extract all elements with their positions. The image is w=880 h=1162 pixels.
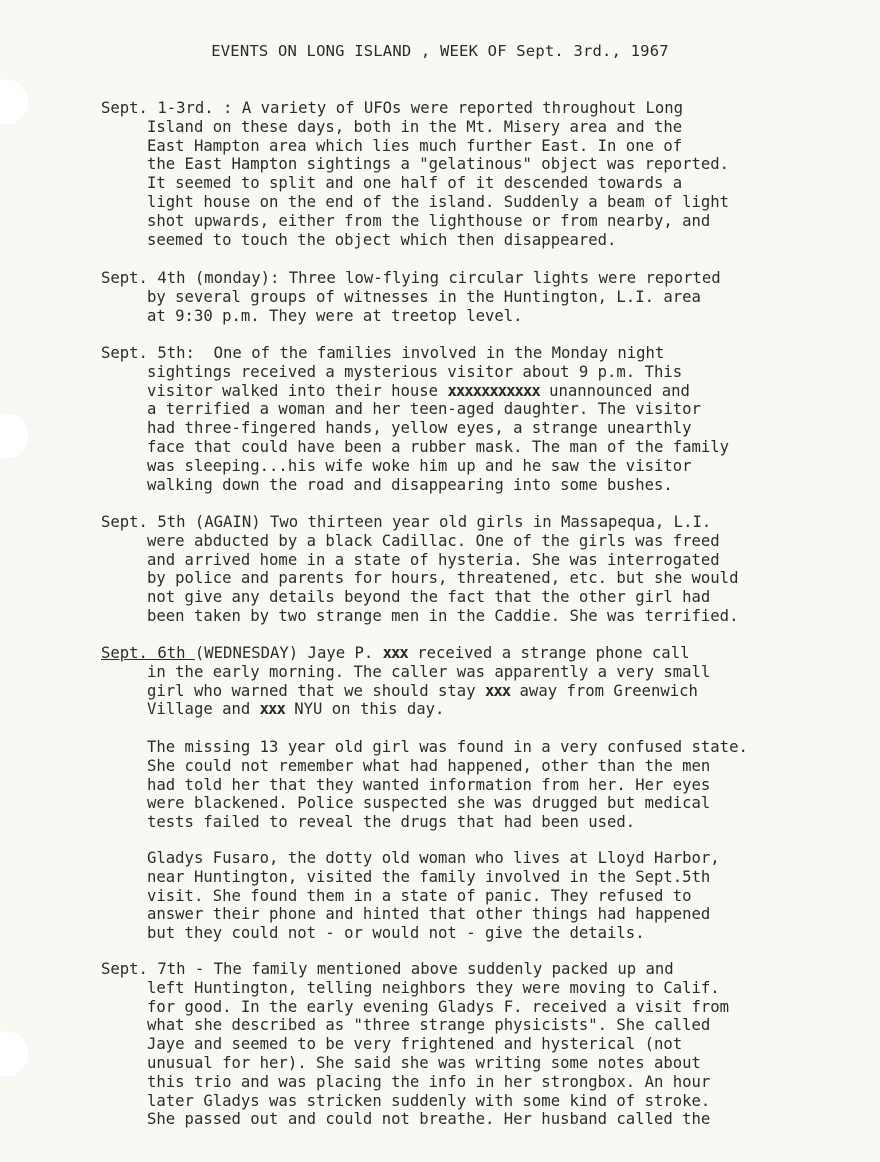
text-segment: Village and: [147, 700, 260, 719]
text-segment: girl who warned that we should stay: [147, 681, 485, 700]
text-line: Sept. 7th - The family mentioned above suddenly packed up and: [101, 960, 674, 978]
text-line: Sept. 5th: One of the families involved in the Monday night: [101, 344, 665, 362]
text-line: face that could have been a rubber mask. The man of the family: [147, 437, 730, 456]
struck-out-text: xxx: [259, 700, 285, 719]
text-line: the East Hampton sightings a "gelatinous" object was reported.: [147, 155, 730, 174]
binder-hole: [0, 412, 30, 460]
text-line: [101, 382, 871, 401]
entry-sept-7: [101, 960, 871, 1129]
text-line: and arrived home in a state of hysteria. She was interrogated: [147, 550, 720, 569]
text-line: [101, 644, 871, 663]
text-line: Sept. 5th (AGAIN) Two thirteen year old girls in Massapequa, L.I.: [101, 513, 712, 531]
struck-out-text: xxxxxxxxxxx: [447, 381, 540, 400]
text-line: had told her that they wanted information from her. Her eyes: [147, 775, 711, 794]
text-line: what she described as "three strange physicists". She called: [147, 1016, 711, 1035]
text-line: Sept. 4th (monday): Three low-flying circular lights were reported: [101, 269, 721, 287]
binder-hole: [0, 78, 30, 126]
text-segment: NYU on this day.: [284, 700, 445, 719]
text-segment: away from Greenwich: [510, 681, 698, 700]
text-line: Jaye and seemed to be very frightened and hysterical (not: [147, 1035, 683, 1054]
text-line: [101, 700, 871, 719]
text-line: later Gladys was stricken suddenly with some kind of stroke.: [147, 1091, 711, 1110]
text-line: Sept. 1-3rd. : A variety of UFOs were reported throughout Long: [101, 99, 684, 117]
text-line: was sleeping...his wife woke him up and he saw the visitor: [147, 456, 692, 475]
struck-out-text: xxx: [382, 644, 408, 662]
entry-sept-5-again: [101, 513, 871, 626]
text-line: She could not remember what had happened, other than the men: [147, 756, 711, 775]
text-line: by several groups of witnesses in the Huntington, L.I. area: [147, 287, 701, 306]
text-line: It seemed to split and one half of it descended towards a: [147, 174, 683, 193]
text-line: not give any details beyond the fact that the other girl had: [147, 588, 711, 607]
text-line: walking down the road and disappearing into some bushes.: [147, 475, 673, 494]
text-line: seemed to touch the object which then disappeared.: [147, 230, 617, 249]
text-line: The missing 13 year old girl was found in a very confused state.: [147, 738, 748, 756]
text-line: for good. In the early evening Gladys F. received a visit from: [147, 997, 730, 1016]
text-line: but they could not - or would not - give the details.: [147, 924, 645, 943]
text-line: were blackened. Police suspected she was drugged but medical: [147, 794, 711, 813]
entry-sept-4: [101, 269, 871, 325]
text-segment: received a strange phone call: [407, 644, 690, 662]
entry-sept-1-3: [101, 99, 871, 249]
text-line: had three-fingered hands, yellow eyes, a strange unearthly: [147, 419, 692, 438]
text-line: light house on the end of the island. Suddenly a beam of light: [147, 192, 730, 211]
text-line: this trio and was placing the info in her strongbox. An hour: [147, 1072, 711, 1091]
text-line: at 9:30 p.m. They were at treetop level.: [147, 306, 523, 325]
text-line: near Huntington, visited the family involved in the Sept.5th: [147, 867, 711, 886]
text-line: Gladys Fusaro, the dotty old woman who lives at Lloyd Harbor,: [147, 849, 720, 867]
text-line: were abducted by a black Cadillac. One of the girls was freed: [147, 531, 720, 550]
binder-hole: [0, 1030, 30, 1078]
document-title: EVENTS ON LONG ISLAND , WEEK OF Sept. 3rd., 1967: [211, 42, 669, 60]
struck-out-text: xxx: [484, 681, 511, 700]
text-line: visit. She found them in a state of panic. They refused to: [147, 886, 692, 905]
text-line: answer their phone and hinted that other things had happened: [147, 905, 711, 924]
text-segment: (WEDNESDAY) Jaye P.: [194, 644, 383, 662]
text-line: by police and parents for hours, threatened, etc. but she would: [147, 569, 739, 588]
text-line: Island on these days, both in the Mt. Misery area and the: [147, 117, 683, 136]
text-line: a terrified a woman and her teen-aged daughter. The visitor: [147, 400, 701, 419]
text-line: She passed out and could not breathe. Her husband called the: [147, 1110, 711, 1129]
entry-sept-5: [101, 344, 871, 494]
text-line: shot upwards, either from the lighthouse or from nearby, and: [147, 211, 711, 230]
paragraph-gladys-fusaro: [147, 849, 872, 943]
text-line: been taken by two strange men in the Caddie. She was terrified.: [147, 606, 739, 625]
text-segment: unannounced and: [549, 381, 690, 400]
text-segment: visitor walked into their house: [147, 381, 439, 400]
text-line: sightings received a mysterious visitor about 9 p.m. This: [147, 362, 683, 381]
paragraph-missing-girl: [147, 738, 872, 832]
entry-sept-6: [101, 644, 871, 719]
text-line: tests failed to reveal the drugs that had been used.: [147, 813, 636, 832]
text-line: left Huntington, telling neighbors they were moving to Calif.: [147, 978, 720, 997]
date-heading: Sept. 6th: [101, 644, 195, 662]
text-line: in the early morning. The caller was apparently a very small: [147, 662, 711, 681]
text-line: unusual for her). She said she was writing some notes about: [147, 1053, 701, 1072]
text-line: [101, 682, 871, 701]
text-line: East Hampton area which lies much further East. In one of: [147, 136, 683, 155]
